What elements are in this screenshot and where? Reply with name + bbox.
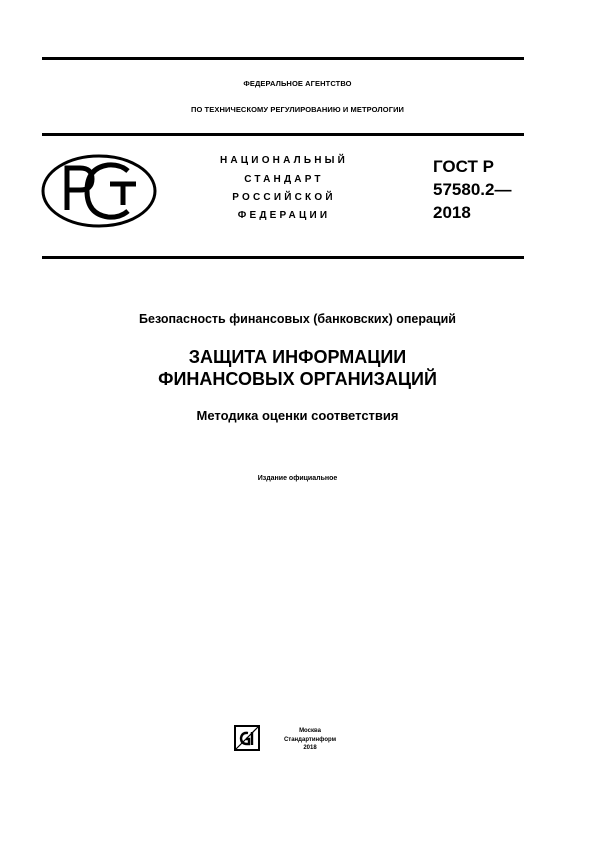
block-divider-rule [42, 256, 524, 259]
national-standard-line-4: ФЕДЕРАЦИИ [237, 210, 331, 221]
agency-name-line2: ПО ТЕХНИЧЕСКОМУ РЕГУЛИРОВАНИЮ И МЕТРОЛОГИИ [190, 105, 405, 114]
gost-label: ГОСТ Р [433, 157, 494, 176]
gost-year: 2018 [433, 203, 471, 222]
publisher-city: Москва [299, 728, 321, 734]
national-standard-line-1: НАЦИОНАЛЬНЫЙ [219, 155, 349, 166]
gost-number: 57580.2— [433, 180, 512, 199]
document-method: Методика оценки соответствия [196, 408, 399, 423]
edition-note: Издание официальное [257, 475, 338, 482]
publisher-imprint [270, 727, 350, 753]
standartinform-logo-icon [234, 725, 260, 751]
document-title-line1: ЗАЩИТА ИНФОРМАЦИИ [188, 347, 407, 367]
national-standard-line-2: СТАНДАРТ [244, 174, 324, 185]
document-title-line2: ФИНАНСОВЫХ ОРГАНИЗАЦИЙ [158, 369, 437, 389]
rst-gost-emblem-icon [40, 153, 158, 229]
publisher-year: 2018 [303, 745, 317, 751]
national-standard-line-3: РОССИЙСКОЙ [232, 192, 336, 203]
top-rule [42, 57, 524, 60]
document-subtitle: Безопасность финансовых (банковских) операций [139, 312, 456, 326]
header-divider-rule [42, 133, 524, 136]
agency-name-line1: ФЕДЕРАЛЬНОЕ АГЕНТСТВО [243, 79, 352, 88]
publisher-name: Стандартинформ [283, 736, 337, 743]
